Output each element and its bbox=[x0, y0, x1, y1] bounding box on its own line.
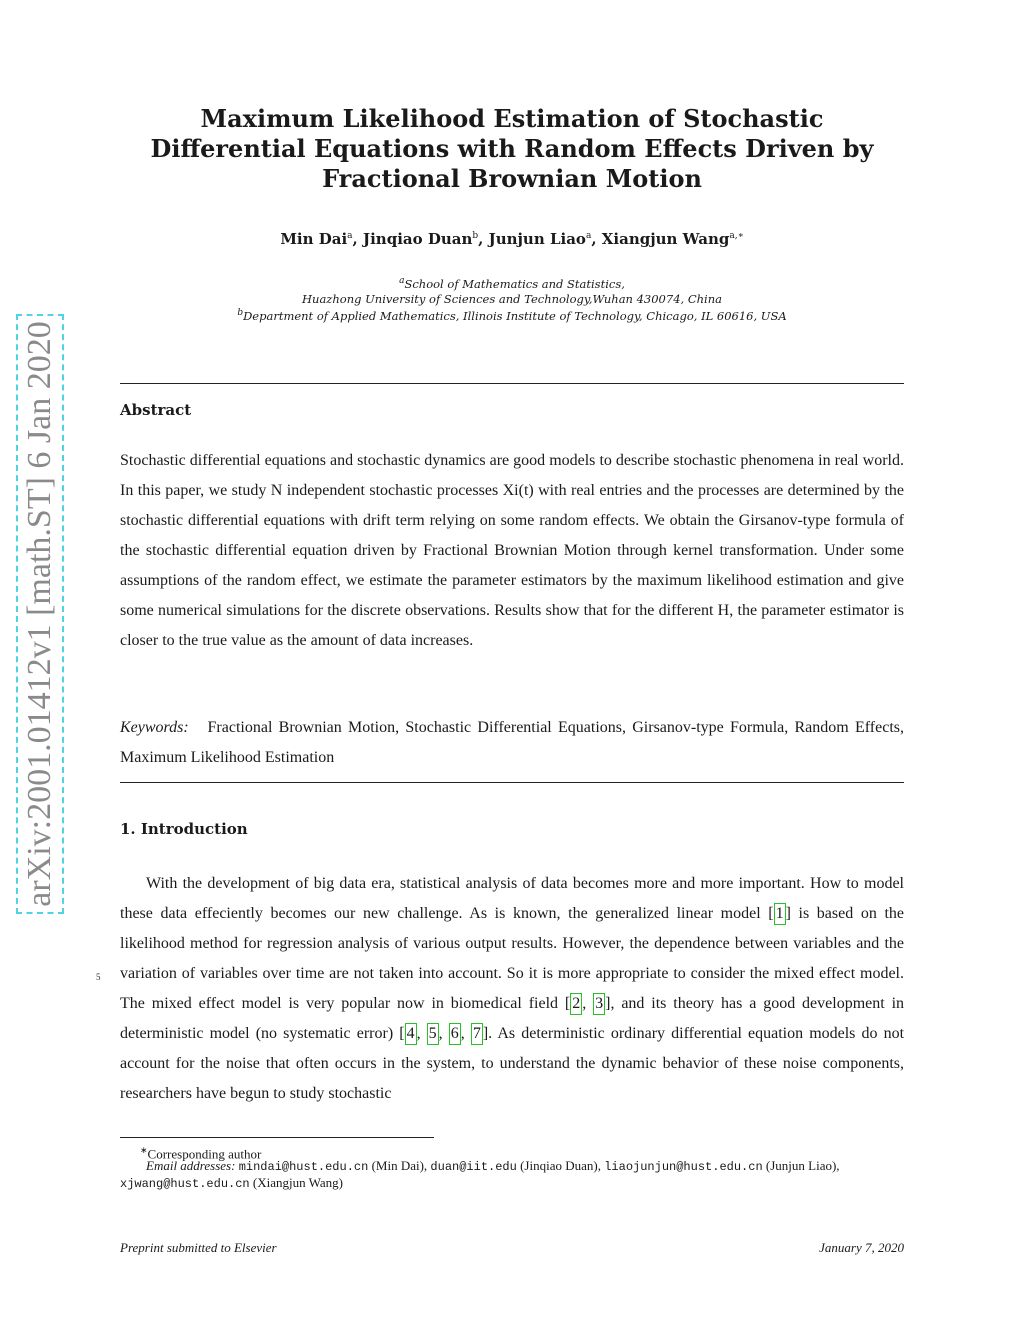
footnote-rule bbox=[120, 1137, 434, 1138]
affiliation-b: $^b$Department of Applied Mathematics, Illinois Institute of Technology, Chicago, IL 60616, USA bbox=[237, 308, 787, 323]
citation-link[interactable]: 3 bbox=[593, 993, 605, 1015]
introduction-heading: 1. Introduction bbox=[120, 820, 248, 838]
author-name: Min Dai bbox=[280, 230, 348, 248]
email-link[interactable]: xjwang@hust.edu.cn bbox=[120, 1177, 250, 1191]
affiliation-a-line2: Huazhong University of Sciences and Technology,Wuhan 430074, China bbox=[302, 292, 722, 306]
footnote-corresponding: ∗Corresponding author bbox=[140, 1145, 262, 1162]
top-rule bbox=[120, 383, 904, 384]
author-list: Min Dai$^a$, Jinqiao Duan$^b$, Junjun Liao$^a$, Xiangjun Wang$^{a,∗}$ bbox=[280, 230, 744, 248]
footer-right: January 7, 2020 bbox=[819, 1240, 904, 1255]
citation-link[interactable]: 4 bbox=[405, 1023, 417, 1045]
bottom-rule bbox=[120, 782, 904, 783]
arxiv-stamp bbox=[16, 314, 64, 914]
keywords bbox=[120, 713, 904, 773]
abstract-heading: Abstract bbox=[120, 401, 192, 419]
citation-link[interactable]: 2 bbox=[570, 993, 582, 1015]
line-number: 5 bbox=[96, 972, 101, 982]
email-link[interactable]: mindai@hust.edu.cn bbox=[238, 1160, 369, 1174]
citation-link[interactable]: 1 bbox=[774, 903, 786, 925]
author-name: Jinqiao Duan bbox=[363, 230, 473, 248]
email-link[interactable]: duan@iit.edu bbox=[430, 1160, 517, 1174]
arxiv-id: arXiv:2001.01412v1 [math.ST] 6 Jan 2020 bbox=[21, 321, 58, 907]
keywords-text: Fractional Brownian Motion, Stochastic Differential Equations, Girsanov-type Formula, Random Effects, Maximum Likelihood Estimation bbox=[120, 719, 904, 766]
author-mark: a bbox=[585, 231, 592, 241]
footer-left: Preprint submitted to Elsevier bbox=[120, 1240, 277, 1255]
citation-link[interactable]: 6 bbox=[449, 1023, 461, 1045]
author-mark: a,∗ bbox=[729, 231, 744, 241]
author-mark: b bbox=[472, 231, 479, 241]
citation-link[interactable]: 7 bbox=[471, 1023, 483, 1045]
introduction-paragraph: With the development of big data era, statistical analysis of data becomes more and more important. How to model these data effeciently becomes our new challenge. As is known, the generalized linear model [ 1 ] is based on the likelihood method for regression analysis of various output results. However, the dependence between variables and the variation of variables over time are not taken into account. So it is more appropriate to consider the mixed effect model. The mixed effect model is very popular now in biomedical field [ 2 , 3 ], and its theory has a good development in deterministic model (no systematic error) [ 4 , 5 , 6 , 7 ]. As deterministic ordinary differential equation models do not account for the noise that often occurs in the system, to understand the dynamic behavior of these noise components, researchers have begun to study stochastic bbox=[120, 875, 905, 1102]
author-name: Junjun Liao bbox=[488, 230, 586, 248]
email-link[interactable]: liaojunjun@hust.edu.cn bbox=[604, 1160, 763, 1174]
affiliation-a-line1: $^a$School of Mathematics and Statistics, bbox=[399, 276, 625, 291]
paper-title: Maximum Likelihood Estimation of Stochastic Differential Equations with Random Effects Driven by Fractional Brownian Motion bbox=[150, 104, 874, 193]
abstract-text: Stochastic differential equations and stochastic dynamics are good models to describe stochastic phenomena in real world. In this paper, we study N independent stochastic processes Xi(t) with real entries and the processes are determined by the stochastic differential equations with drift term relying on some random effects. We obtain the Girsanov-type formula of the stochastic differential equation driven by Fractional Brownian Motion through kernel transformation. Under some assumptions of the random effect, we estimate the parameter estimators by the maximum likelihood estimation and give some numerical simulations for the discrete observations. Results show that for the different H, the parameter estimator is closer to the true value as the amount of data increases. bbox=[120, 452, 904, 649]
footnote-emails: Email addresses: mindai@hust.edu.cn (Min Dai), duan@iit.edu (Jinqiao Duan), liaojunjun@hust.edu.cn (Junjun Liao), xjwang@hust.edu.cn (Xiangjun Wang) bbox=[120, 1158, 840, 1191]
keywords-label: Keywords: bbox=[120, 719, 189, 736]
author-name: Xiangjun Wang bbox=[601, 230, 730, 248]
citation-link[interactable]: 5 bbox=[427, 1023, 439, 1045]
author-mark: a bbox=[347, 231, 353, 241]
